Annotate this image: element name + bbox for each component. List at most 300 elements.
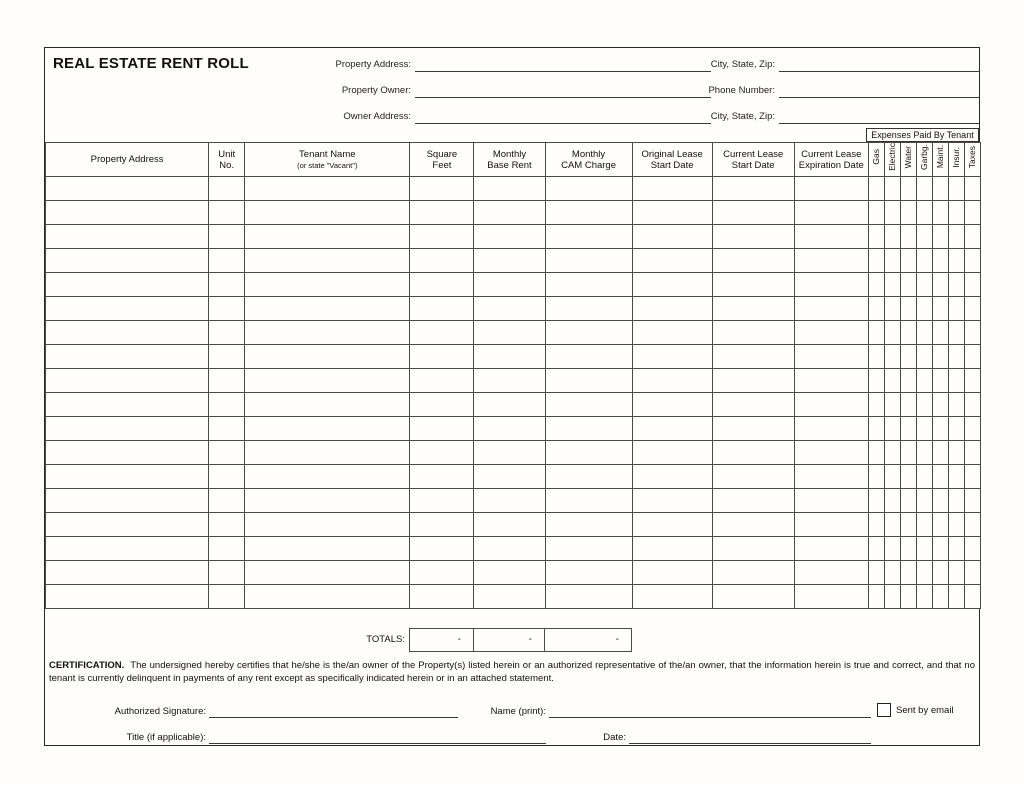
cell-original-lease-start[interactable]: [632, 537, 712, 561]
cell-taxes[interactable]: [964, 273, 980, 297]
cell-monthly-base-rent[interactable]: [474, 201, 545, 225]
cell-gas[interactable]: [868, 585, 884, 609]
cell-garbage[interactable]: [916, 201, 932, 225]
cell-current-lease-expiration[interactable]: [794, 489, 868, 513]
cell-insurance[interactable]: [948, 201, 964, 225]
cell-maintenance[interactable]: [932, 441, 948, 465]
cell-monthly-cam-charge[interactable]: [545, 393, 632, 417]
cell-original-lease-start[interactable]: [632, 225, 712, 249]
cell-current-lease-start[interactable]: [712, 177, 794, 201]
cell-tenant-name[interactable]: [245, 417, 410, 441]
cell-water[interactable]: [900, 393, 916, 417]
cell-property-address[interactable]: [46, 177, 209, 201]
cell-current-lease-start[interactable]: [712, 225, 794, 249]
totals-monthly-cam-charge[interactable]: -: [544, 628, 632, 652]
cell-electric[interactable]: [884, 369, 900, 393]
cell-electric[interactable]: [884, 537, 900, 561]
cell-monthly-base-rent[interactable]: [474, 297, 545, 321]
cell-gas[interactable]: [868, 249, 884, 273]
cell-unit-no[interactable]: [209, 417, 245, 441]
cell-insurance[interactable]: [948, 369, 964, 393]
cell-tenant-name[interactable]: [245, 201, 410, 225]
cell-current-lease-expiration[interactable]: [794, 393, 868, 417]
cell-garbage[interactable]: [916, 345, 932, 369]
cell-original-lease-start[interactable]: [632, 297, 712, 321]
cell-electric[interactable]: [884, 585, 900, 609]
cell-monthly-base-rent[interactable]: [474, 369, 545, 393]
cell-square-feet[interactable]: [410, 273, 474, 297]
cell-gas[interactable]: [868, 417, 884, 441]
cell-monthly-base-rent[interactable]: [474, 489, 545, 513]
cell-electric[interactable]: [884, 441, 900, 465]
cell-tenant-name[interactable]: [245, 393, 410, 417]
cell-original-lease-start[interactable]: [632, 273, 712, 297]
cell-taxes[interactable]: [964, 345, 980, 369]
property-address-field[interactable]: [415, 57, 711, 72]
cell-maintenance[interactable]: [932, 345, 948, 369]
cell-taxes[interactable]: [964, 465, 980, 489]
cell-monthly-cam-charge[interactable]: [545, 465, 632, 489]
cell-water[interactable]: [900, 273, 916, 297]
cell-gas[interactable]: [868, 297, 884, 321]
totals-square-feet[interactable]: -: [409, 628, 474, 652]
cell-gas[interactable]: [868, 225, 884, 249]
cell-monthly-base-rent[interactable]: [474, 345, 545, 369]
cell-monthly-base-rent[interactable]: [474, 321, 545, 345]
cell-unit-no[interactable]: [209, 393, 245, 417]
cell-unit-no[interactable]: [209, 201, 245, 225]
title-field[interactable]: [209, 729, 546, 744]
cell-unit-no[interactable]: [209, 561, 245, 585]
cell-monthly-base-rent[interactable]: [474, 513, 545, 537]
cell-square-feet[interactable]: [410, 297, 474, 321]
cell-square-feet[interactable]: [410, 465, 474, 489]
cell-insurance[interactable]: [948, 417, 964, 441]
cell-gas[interactable]: [868, 465, 884, 489]
cell-electric[interactable]: [884, 177, 900, 201]
cell-taxes[interactable]: [964, 561, 980, 585]
cell-unit-no[interactable]: [209, 273, 245, 297]
cell-electric[interactable]: [884, 393, 900, 417]
cell-monthly-cam-charge[interactable]: [545, 225, 632, 249]
cell-property-address[interactable]: [46, 273, 209, 297]
cell-original-lease-start[interactable]: [632, 465, 712, 489]
cell-monthly-base-rent[interactable]: [474, 417, 545, 441]
cell-unit-no[interactable]: [209, 225, 245, 249]
cell-insurance[interactable]: [948, 345, 964, 369]
cell-current-lease-expiration[interactable]: [794, 177, 868, 201]
cell-current-lease-expiration[interactable]: [794, 513, 868, 537]
cell-current-lease-start[interactable]: [712, 297, 794, 321]
cell-current-lease-expiration[interactable]: [794, 201, 868, 225]
cell-maintenance[interactable]: [932, 561, 948, 585]
cell-garbage[interactable]: [916, 537, 932, 561]
cell-garbage[interactable]: [916, 393, 932, 417]
cell-current-lease-expiration[interactable]: [794, 537, 868, 561]
cell-insurance[interactable]: [948, 249, 964, 273]
cell-monthly-base-rent[interactable]: [474, 273, 545, 297]
cell-current-lease-start[interactable]: [712, 417, 794, 441]
cell-maintenance[interactable]: [932, 177, 948, 201]
cell-taxes[interactable]: [964, 417, 980, 441]
cell-tenant-name[interactable]: [245, 489, 410, 513]
cell-square-feet[interactable]: [410, 489, 474, 513]
property-owner-field[interactable]: [415, 83, 711, 98]
cell-square-feet[interactable]: [410, 177, 474, 201]
cell-current-lease-start[interactable]: [712, 489, 794, 513]
cell-taxes[interactable]: [964, 297, 980, 321]
cell-tenant-name[interactable]: [245, 585, 410, 609]
cell-gas[interactable]: [868, 345, 884, 369]
cell-monthly-cam-charge[interactable]: [545, 441, 632, 465]
cell-gas[interactable]: [868, 513, 884, 537]
cell-square-feet[interactable]: [410, 345, 474, 369]
cell-gas[interactable]: [868, 321, 884, 345]
cell-garbage[interactable]: [916, 225, 932, 249]
cell-monthly-cam-charge[interactable]: [545, 273, 632, 297]
cell-taxes[interactable]: [964, 537, 980, 561]
cell-original-lease-start[interactable]: [632, 585, 712, 609]
cell-original-lease-start[interactable]: [632, 177, 712, 201]
cell-original-lease-start[interactable]: [632, 513, 712, 537]
cell-electric[interactable]: [884, 225, 900, 249]
cell-original-lease-start[interactable]: [632, 249, 712, 273]
cell-electric[interactable]: [884, 249, 900, 273]
cell-monthly-cam-charge[interactable]: [545, 561, 632, 585]
cell-property-address[interactable]: [46, 249, 209, 273]
cell-square-feet[interactable]: [410, 393, 474, 417]
cell-current-lease-expiration[interactable]: [794, 345, 868, 369]
cell-monthly-cam-charge[interactable]: [545, 369, 632, 393]
cell-garbage[interactable]: [916, 441, 932, 465]
cell-current-lease-start[interactable]: [712, 441, 794, 465]
cell-electric[interactable]: [884, 465, 900, 489]
cell-property-address[interactable]: [46, 585, 209, 609]
cell-current-lease-start[interactable]: [712, 393, 794, 417]
cell-tenant-name[interactable]: [245, 513, 410, 537]
cell-current-lease-expiration[interactable]: [794, 585, 868, 609]
cell-tenant-name[interactable]: [245, 465, 410, 489]
cell-current-lease-expiration[interactable]: [794, 417, 868, 441]
cell-electric[interactable]: [884, 201, 900, 225]
cell-taxes[interactable]: [964, 369, 980, 393]
cell-gas[interactable]: [868, 489, 884, 513]
cell-tenant-name[interactable]: [245, 561, 410, 585]
cell-garbage[interactable]: [916, 513, 932, 537]
cell-tenant-name[interactable]: [245, 345, 410, 369]
cell-monthly-cam-charge[interactable]: [545, 249, 632, 273]
cell-property-address[interactable]: [46, 441, 209, 465]
cell-square-feet[interactable]: [410, 585, 474, 609]
date-field[interactable]: [629, 729, 871, 744]
cell-tenant-name[interactable]: [245, 321, 410, 345]
cell-original-lease-start[interactable]: [632, 201, 712, 225]
cell-insurance[interactable]: [948, 537, 964, 561]
cell-monthly-cam-charge[interactable]: [545, 201, 632, 225]
cell-property-address[interactable]: [46, 561, 209, 585]
cell-current-lease-start[interactable]: [712, 465, 794, 489]
cell-monthly-base-rent[interactable]: [474, 393, 545, 417]
cell-unit-no[interactable]: [209, 297, 245, 321]
cell-insurance[interactable]: [948, 393, 964, 417]
cell-property-address[interactable]: [46, 393, 209, 417]
cell-maintenance[interactable]: [932, 585, 948, 609]
cell-maintenance[interactable]: [932, 465, 948, 489]
cell-taxes[interactable]: [964, 441, 980, 465]
cell-monthly-cam-charge[interactable]: [545, 321, 632, 345]
cell-original-lease-start[interactable]: [632, 369, 712, 393]
cell-monthly-cam-charge[interactable]: [545, 489, 632, 513]
cell-gas[interactable]: [868, 273, 884, 297]
cell-taxes[interactable]: [964, 585, 980, 609]
cell-maintenance[interactable]: [932, 321, 948, 345]
cell-taxes[interactable]: [964, 201, 980, 225]
cell-electric[interactable]: [884, 513, 900, 537]
cell-garbage[interactable]: [916, 417, 932, 441]
cell-garbage[interactable]: [916, 273, 932, 297]
cell-maintenance[interactable]: [932, 513, 948, 537]
cell-garbage[interactable]: [916, 177, 932, 201]
cell-water[interactable]: [900, 249, 916, 273]
cell-water[interactable]: [900, 489, 916, 513]
cell-original-lease-start[interactable]: [632, 417, 712, 441]
cell-insurance[interactable]: [948, 321, 964, 345]
cell-taxes[interactable]: [964, 321, 980, 345]
cell-original-lease-start[interactable]: [632, 561, 712, 585]
cell-insurance[interactable]: [948, 489, 964, 513]
cell-current-lease-start[interactable]: [712, 537, 794, 561]
totals-monthly-base-rent[interactable]: -: [473, 628, 545, 652]
cell-property-address[interactable]: [46, 345, 209, 369]
cell-monthly-cam-charge[interactable]: [545, 585, 632, 609]
cell-garbage[interactable]: [916, 465, 932, 489]
cell-unit-no[interactable]: [209, 249, 245, 273]
cell-unit-no[interactable]: [209, 369, 245, 393]
cell-current-lease-expiration[interactable]: [794, 465, 868, 489]
cell-gas[interactable]: [868, 393, 884, 417]
cell-taxes[interactable]: [964, 249, 980, 273]
cell-maintenance[interactable]: [932, 393, 948, 417]
cell-monthly-cam-charge[interactable]: [545, 297, 632, 321]
cell-insurance[interactable]: [948, 225, 964, 249]
cell-monthly-base-rent[interactable]: [474, 249, 545, 273]
cell-insurance[interactable]: [948, 513, 964, 537]
cell-garbage[interactable]: [916, 561, 932, 585]
cell-current-lease-start[interactable]: [712, 585, 794, 609]
phone-number-field[interactable]: [779, 83, 979, 98]
cell-square-feet[interactable]: [410, 513, 474, 537]
cell-monthly-base-rent[interactable]: [474, 441, 545, 465]
cell-tenant-name[interactable]: [245, 297, 410, 321]
cell-square-feet[interactable]: [410, 249, 474, 273]
cell-current-lease-expiration[interactable]: [794, 297, 868, 321]
cell-current-lease-start[interactable]: [712, 513, 794, 537]
cell-taxes[interactable]: [964, 225, 980, 249]
cell-water[interactable]: [900, 321, 916, 345]
cell-taxes[interactable]: [964, 393, 980, 417]
cell-monthly-base-rent[interactable]: [474, 585, 545, 609]
cell-square-feet[interactable]: [410, 417, 474, 441]
cell-garbage[interactable]: [916, 321, 932, 345]
cell-square-feet[interactable]: [410, 201, 474, 225]
cell-current-lease-expiration[interactable]: [794, 249, 868, 273]
cell-current-lease-expiration[interactable]: [794, 321, 868, 345]
cell-garbage[interactable]: [916, 489, 932, 513]
cell-gas[interactable]: [868, 369, 884, 393]
cell-taxes[interactable]: [964, 513, 980, 537]
cell-current-lease-start[interactable]: [712, 249, 794, 273]
cell-insurance[interactable]: [948, 441, 964, 465]
cell-current-lease-expiration[interactable]: [794, 273, 868, 297]
cell-monthly-cam-charge[interactable]: [545, 177, 632, 201]
cell-insurance[interactable]: [948, 561, 964, 585]
cell-tenant-name[interactable]: [245, 177, 410, 201]
cell-square-feet[interactable]: [410, 225, 474, 249]
cell-unit-no[interactable]: [209, 345, 245, 369]
cell-gas[interactable]: [868, 177, 884, 201]
cell-original-lease-start[interactable]: [632, 393, 712, 417]
cell-garbage[interactable]: [916, 585, 932, 609]
cell-square-feet[interactable]: [410, 561, 474, 585]
cell-maintenance[interactable]: [932, 225, 948, 249]
cell-gas[interactable]: [868, 537, 884, 561]
cell-maintenance[interactable]: [932, 369, 948, 393]
cell-property-address[interactable]: [46, 513, 209, 537]
cell-original-lease-start[interactable]: [632, 321, 712, 345]
cell-tenant-name[interactable]: [245, 273, 410, 297]
cell-taxes[interactable]: [964, 177, 980, 201]
cell-water[interactable]: [900, 561, 916, 585]
cell-property-address[interactable]: [46, 369, 209, 393]
cell-unit-no[interactable]: [209, 537, 245, 561]
cell-current-lease-start[interactable]: [712, 321, 794, 345]
cell-gas[interactable]: [868, 201, 884, 225]
cell-monthly-cam-charge[interactable]: [545, 537, 632, 561]
cell-tenant-name[interactable]: [245, 225, 410, 249]
cell-square-feet[interactable]: [410, 441, 474, 465]
cell-current-lease-start[interactable]: [712, 273, 794, 297]
cell-garbage[interactable]: [916, 249, 932, 273]
cell-property-address[interactable]: [46, 465, 209, 489]
cell-insurance[interactable]: [948, 465, 964, 489]
cell-current-lease-start[interactable]: [712, 201, 794, 225]
cell-electric[interactable]: [884, 561, 900, 585]
cell-monthly-cam-charge[interactable]: [545, 417, 632, 441]
cell-water[interactable]: [900, 441, 916, 465]
cell-current-lease-expiration[interactable]: [794, 441, 868, 465]
cell-maintenance[interactable]: [932, 273, 948, 297]
cell-tenant-name[interactable]: [245, 369, 410, 393]
cell-current-lease-start[interactable]: [712, 561, 794, 585]
cell-monthly-base-rent[interactable]: [474, 561, 545, 585]
cell-unit-no[interactable]: [209, 321, 245, 345]
cell-water[interactable]: [900, 513, 916, 537]
cell-water[interactable]: [900, 201, 916, 225]
cell-unit-no[interactable]: [209, 465, 245, 489]
cell-gas[interactable]: [868, 561, 884, 585]
cell-electric[interactable]: [884, 345, 900, 369]
cell-insurance[interactable]: [948, 585, 964, 609]
cell-property-address[interactable]: [46, 225, 209, 249]
cell-unit-no[interactable]: [209, 441, 245, 465]
cell-unit-no[interactable]: [209, 513, 245, 537]
cell-square-feet[interactable]: [410, 537, 474, 561]
name-print-field[interactable]: [549, 703, 871, 718]
cell-maintenance[interactable]: [932, 201, 948, 225]
cell-water[interactable]: [900, 177, 916, 201]
cell-property-address[interactable]: [46, 201, 209, 225]
cell-monthly-cam-charge[interactable]: [545, 513, 632, 537]
cell-water[interactable]: [900, 417, 916, 441]
cell-garbage[interactable]: [916, 297, 932, 321]
cell-insurance[interactable]: [948, 273, 964, 297]
cell-square-feet[interactable]: [410, 321, 474, 345]
cell-current-lease-expiration[interactable]: [794, 369, 868, 393]
cell-maintenance[interactable]: [932, 489, 948, 513]
cell-maintenance[interactable]: [932, 417, 948, 441]
cell-unit-no[interactable]: [209, 177, 245, 201]
cell-unit-no[interactable]: [209, 585, 245, 609]
cell-electric[interactable]: [884, 297, 900, 321]
cell-insurance[interactable]: [948, 177, 964, 201]
cell-property-address[interactable]: [46, 297, 209, 321]
cell-tenant-name[interactable]: [245, 249, 410, 273]
cell-water[interactable]: [900, 585, 916, 609]
cell-monthly-base-rent[interactable]: [474, 465, 545, 489]
cell-insurance[interactable]: [948, 297, 964, 321]
cell-original-lease-start[interactable]: [632, 441, 712, 465]
cell-garbage[interactable]: [916, 369, 932, 393]
cell-original-lease-start[interactable]: [632, 345, 712, 369]
cell-electric[interactable]: [884, 417, 900, 441]
cell-current-lease-expiration[interactable]: [794, 561, 868, 585]
city-state-zip-field-2[interactable]: [779, 109, 979, 124]
cell-current-lease-start[interactable]: [712, 369, 794, 393]
cell-electric[interactable]: [884, 321, 900, 345]
cell-water[interactable]: [900, 345, 916, 369]
cell-square-feet[interactable]: [410, 369, 474, 393]
cell-unit-no[interactable]: [209, 489, 245, 513]
city-state-zip-field-1[interactable]: [779, 57, 979, 72]
cell-water[interactable]: [900, 537, 916, 561]
cell-current-lease-expiration[interactable]: [794, 225, 868, 249]
cell-monthly-base-rent[interactable]: [474, 177, 545, 201]
cell-electric[interactable]: [884, 273, 900, 297]
cell-gas[interactable]: [868, 441, 884, 465]
cell-monthly-base-rent[interactable]: [474, 225, 545, 249]
cell-tenant-name[interactable]: [245, 441, 410, 465]
cell-water[interactable]: [900, 225, 916, 249]
cell-electric[interactable]: [884, 489, 900, 513]
cell-tenant-name[interactable]: [245, 537, 410, 561]
cell-taxes[interactable]: [964, 489, 980, 513]
cell-water[interactable]: [900, 297, 916, 321]
owner-address-field[interactable]: [415, 109, 711, 124]
cell-water[interactable]: [900, 465, 916, 489]
cell-maintenance[interactable]: [932, 297, 948, 321]
cell-current-lease-start[interactable]: [712, 345, 794, 369]
authorized-signature-field[interactable]: [209, 703, 458, 718]
cell-monthly-cam-charge[interactable]: [545, 345, 632, 369]
cell-maintenance[interactable]: [932, 249, 948, 273]
cell-property-address[interactable]: [46, 489, 209, 513]
cell-original-lease-start[interactable]: [632, 489, 712, 513]
cell-monthly-base-rent[interactable]: [474, 537, 545, 561]
cell-property-address[interactable]: [46, 537, 209, 561]
cell-maintenance[interactable]: [932, 537, 948, 561]
cell-water[interactable]: [900, 369, 916, 393]
cell-property-address[interactable]: [46, 321, 209, 345]
